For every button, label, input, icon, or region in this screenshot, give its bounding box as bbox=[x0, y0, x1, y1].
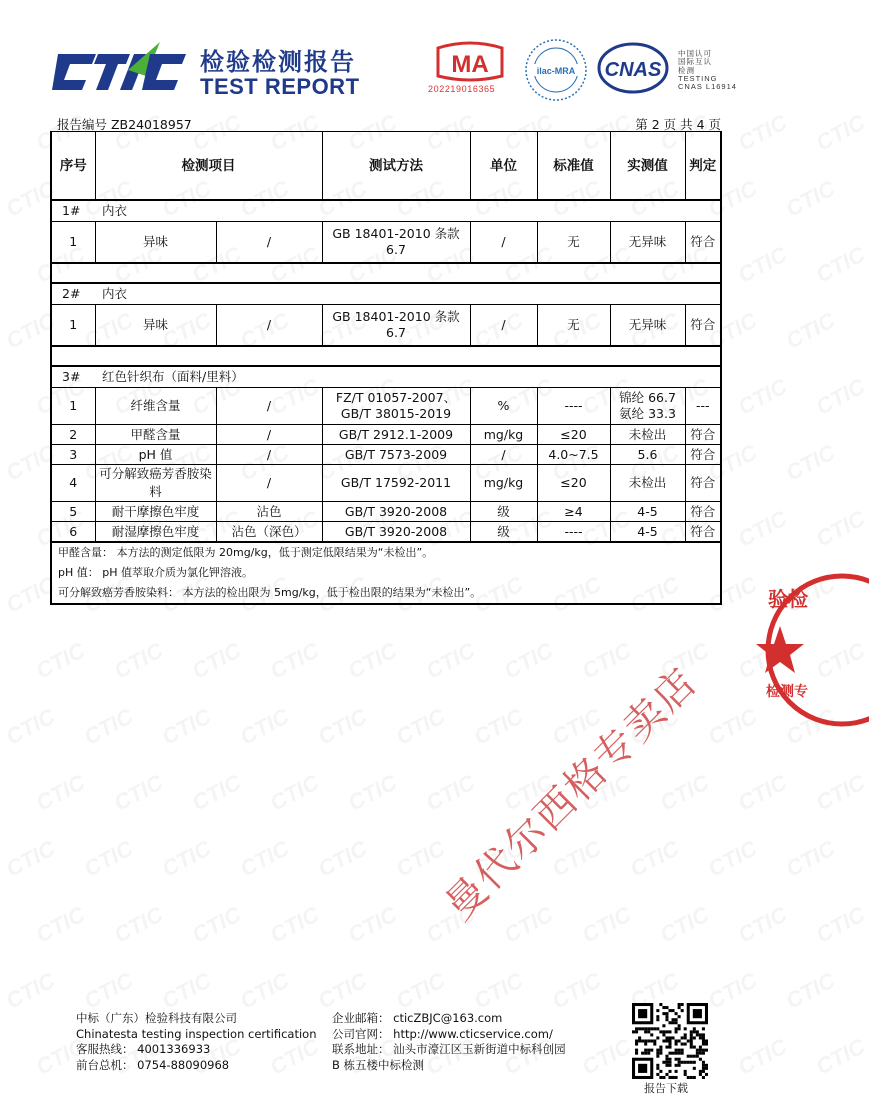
watermark-logo bbox=[655, 901, 713, 948]
note-row bbox=[51, 563, 721, 583]
cell-method: GB/T 2912.1-2009 bbox=[322, 425, 470, 445]
watermark-logo bbox=[577, 901, 635, 948]
cell-item: 耐干摩擦色牢度 bbox=[95, 502, 216, 522]
cell-standard: ≤20 bbox=[537, 465, 610, 502]
cell-sub-item: / bbox=[216, 465, 322, 502]
section-id: 1# bbox=[62, 203, 81, 218]
watermark-logo bbox=[469, 703, 527, 750]
watermark-logo bbox=[343, 769, 401, 816]
col-header-item: 检测项目 bbox=[95, 132, 322, 201]
ilac-mra-logo bbox=[524, 38, 588, 102]
cell-item: 异味 bbox=[95, 222, 216, 264]
watermark-logo bbox=[79, 835, 137, 882]
watermark-logo bbox=[781, 439, 839, 486]
watermark-logo bbox=[703, 703, 761, 750]
cell-verdict: 符合 bbox=[685, 425, 721, 445]
watermark-logo bbox=[625, 835, 683, 882]
cell-result: 未检出 bbox=[610, 465, 685, 502]
cell-verdict: --- bbox=[685, 388, 721, 425]
cell-sub-item: 沾色 bbox=[216, 502, 322, 522]
inspection-seal-partial bbox=[762, 570, 822, 730]
cell-standard: ---- bbox=[537, 388, 610, 425]
qr-caption: 报告下载 bbox=[644, 1082, 688, 1095]
watermark-logo bbox=[655, 769, 713, 816]
cell-no: 2 bbox=[51, 425, 95, 445]
footer-hotline: 客服热线： 4001336933 bbox=[76, 1042, 211, 1056]
cell-unit: / bbox=[470, 222, 537, 264]
cell-verdict: 符合 bbox=[685, 222, 721, 264]
watermark-logo bbox=[811, 373, 869, 420]
watermark-logo bbox=[733, 901, 791, 948]
watermark-logo bbox=[811, 241, 869, 288]
seal-text-top: 验检 bbox=[768, 587, 808, 611]
cell-method: GB/T 17592-2011 bbox=[322, 465, 470, 502]
cell-sub-item: 沾色（深色） bbox=[216, 522, 322, 543]
watermark-logo bbox=[265, 637, 323, 684]
table-header-row bbox=[51, 132, 721, 201]
note-row bbox=[51, 583, 721, 604]
cell-verdict: 符合 bbox=[685, 465, 721, 502]
cell-sub-item: / bbox=[216, 305, 322, 347]
watermark-logo bbox=[733, 109, 791, 156]
cell-no: 1 bbox=[51, 222, 95, 264]
watermark-logo bbox=[1, 967, 59, 1014]
watermark-logo bbox=[343, 637, 401, 684]
watermark-logo bbox=[157, 703, 215, 750]
results-table bbox=[50, 131, 722, 605]
report-title-en: TEST REPORT bbox=[200, 74, 360, 99]
ma-text: MA bbox=[451, 51, 489, 78]
cell-unit: mg/kg bbox=[470, 465, 537, 502]
watermark-logo bbox=[811, 769, 869, 816]
cell-sub-item: / bbox=[216, 445, 322, 465]
cell-result: 4-5 bbox=[610, 502, 685, 522]
section-name: 内衣 bbox=[102, 203, 128, 218]
watermark-logo bbox=[499, 901, 557, 948]
cell-method: FZ/T 01057-2007、 GB/T 38015-2019 bbox=[322, 388, 470, 425]
watermark-logo bbox=[391, 967, 449, 1014]
watermark-logo bbox=[733, 1033, 791, 1080]
watermark-logo bbox=[421, 769, 479, 816]
cell-unit: 级 bbox=[470, 502, 537, 522]
watermark-logo bbox=[547, 967, 605, 1014]
table-row bbox=[51, 465, 721, 502]
table-row bbox=[51, 445, 721, 465]
cell-item: 异味 bbox=[95, 305, 216, 347]
section-id: 2# bbox=[62, 286, 81, 301]
footer-website[interactable]: 公司官网： http://www.cticservice.com/ bbox=[332, 1026, 553, 1041]
footer-address-2: B 栋五楼中标检测 bbox=[332, 1057, 425, 1072]
watermark-logo bbox=[31, 769, 89, 816]
cell-item: pH 值 bbox=[95, 445, 216, 465]
watermark-logo bbox=[811, 505, 869, 552]
watermark-logo bbox=[157, 835, 215, 882]
ilac-text: ilac-MRA bbox=[536, 66, 576, 76]
cell-result: 未检出 bbox=[610, 425, 685, 445]
cell-sub-item: / bbox=[216, 388, 322, 425]
cell-result: 4-5 bbox=[610, 522, 685, 543]
section-id: 3# bbox=[62, 369, 81, 384]
cell-sub-item: / bbox=[216, 425, 322, 445]
cell-no: 1 bbox=[51, 388, 95, 425]
table-row bbox=[51, 222, 721, 264]
watermark-logo bbox=[109, 769, 167, 816]
watermark-logo bbox=[391, 835, 449, 882]
cell-no: 6 bbox=[51, 522, 95, 543]
cell-no: 4 bbox=[51, 465, 95, 502]
cell-result: 无异味 bbox=[610, 222, 685, 264]
cell-standard: 4.0~7.5 bbox=[537, 445, 610, 465]
watermark-logo bbox=[1, 835, 59, 882]
cell-verdict: 符合 bbox=[685, 305, 721, 347]
watermark-logo bbox=[31, 901, 89, 948]
watermark-logo bbox=[469, 967, 527, 1014]
watermark-logo bbox=[235, 967, 293, 1014]
section-header-row bbox=[51, 200, 721, 222]
watermark-logo bbox=[109, 901, 167, 948]
cell-result: 锦纶 66.7 氨纶 33.3 bbox=[610, 388, 685, 425]
section-header-row bbox=[51, 366, 721, 388]
cell-unit: / bbox=[470, 305, 537, 347]
col-header-unit: 单位 bbox=[470, 132, 537, 201]
watermark-logo bbox=[733, 373, 791, 420]
cell-result: 无异味 bbox=[610, 305, 685, 347]
section-header-row bbox=[51, 283, 721, 305]
watermark-logo bbox=[781, 175, 839, 222]
footer-company-name-en: Chinatesta testing inspection certification bbox=[76, 1026, 317, 1041]
watermark-logo bbox=[157, 967, 215, 1014]
col-header-no: 序号 bbox=[51, 132, 95, 201]
watermark-logo bbox=[265, 901, 323, 948]
table-row bbox=[51, 522, 721, 543]
watermark-logo bbox=[1, 703, 59, 750]
cell-verdict: 符合 bbox=[685, 502, 721, 522]
cell-standard: ---- bbox=[537, 522, 610, 543]
col-header-standard: 标准值 bbox=[537, 132, 610, 201]
cnas-text: CNAS bbox=[604, 59, 662, 81]
section-name: 红色针织布（面料/里料） bbox=[102, 369, 244, 384]
ctic-logo bbox=[50, 40, 190, 96]
col-header-method: 测试方法 bbox=[322, 132, 470, 201]
watermark-logo bbox=[313, 835, 371, 882]
watermark-logo bbox=[781, 307, 839, 354]
cell-method: GB/T 3920-2008 bbox=[322, 522, 470, 543]
section-gap-row bbox=[51, 346, 721, 366]
cell-verdict: 符合 bbox=[685, 522, 721, 543]
cnas-logo bbox=[596, 40, 670, 96]
watermark-logo bbox=[79, 967, 137, 1014]
cell-result: 5.6 bbox=[610, 445, 685, 465]
watermark-logo bbox=[31, 637, 89, 684]
report-download-qr-code[interactable] bbox=[632, 1003, 708, 1079]
cell-item: 纤维含量 bbox=[95, 388, 216, 425]
watermark-logo bbox=[703, 835, 761, 882]
report-title-cn: 检验检测报告 bbox=[200, 48, 356, 76]
cell-standard: ≤20 bbox=[537, 425, 610, 445]
col-header-verdict: 判定 bbox=[685, 132, 721, 201]
watermark-logo bbox=[811, 109, 869, 156]
cell-item: 甲醛含量 bbox=[95, 425, 216, 445]
cell-method: GB/T 3920-2008 bbox=[322, 502, 470, 522]
cell-unit: / bbox=[470, 445, 537, 465]
watermark-logo bbox=[577, 1033, 635, 1080]
cell-unit: 级 bbox=[470, 522, 537, 543]
note-text: 可分解致癌芳香胺染料： 本方法的检出限为 5mg/kg，低于检出限的结果为“未检出”。 bbox=[51, 583, 721, 604]
ma-number: 202219016365 bbox=[428, 84, 496, 94]
cnas-caption: 中国认可 国际互认 检测 TESTING CNAS L16914 bbox=[678, 49, 737, 92]
page-indicator: 第 2 页 共 4 页 bbox=[635, 117, 721, 132]
watermark-logo bbox=[811, 901, 869, 948]
watermark-logo bbox=[733, 769, 791, 816]
footer-contact-info bbox=[332, 1011, 566, 1073]
cell-unit: mg/kg bbox=[470, 425, 537, 445]
cell-no: 1 bbox=[51, 305, 95, 347]
watermark-logo bbox=[391, 703, 449, 750]
footer-company-info bbox=[76, 1011, 317, 1073]
watermark-logo bbox=[733, 241, 791, 288]
watermark-logo bbox=[811, 1033, 869, 1080]
cell-no: 3 bbox=[51, 445, 95, 465]
watermark-logo bbox=[703, 967, 761, 1014]
cell-standard: 无 bbox=[537, 222, 610, 264]
watermark-logo bbox=[265, 769, 323, 816]
watermark-logo bbox=[343, 901, 401, 948]
table-row bbox=[51, 502, 721, 522]
watermark-logo bbox=[313, 967, 371, 1014]
watermark-logo bbox=[187, 901, 245, 948]
footer-company-name: 中标（广东）检验科技有限公司 bbox=[76, 1011, 237, 1025]
table-row bbox=[51, 305, 721, 347]
watermark-logo bbox=[421, 637, 479, 684]
table-row bbox=[51, 425, 721, 445]
cell-sub-item: / bbox=[216, 222, 322, 264]
cell-method: GB 18401-2010 条款 6.7 bbox=[322, 305, 470, 347]
watermark-logo bbox=[577, 637, 635, 684]
watermark-logo bbox=[781, 967, 839, 1014]
footer-switchboard: 前台总机： 0754-88090968 bbox=[76, 1057, 230, 1072]
col-header-result: 实测值 bbox=[610, 132, 685, 201]
footer-address: 联系地址： 汕头市濠江区玉新街道中标科创园 bbox=[332, 1042, 566, 1056]
watermark-logo bbox=[187, 637, 245, 684]
cell-no: 5 bbox=[51, 502, 95, 522]
watermark-logo bbox=[733, 505, 791, 552]
watermark-logo bbox=[313, 703, 371, 750]
section-gap-row bbox=[51, 263, 721, 283]
watermark-logo bbox=[79, 703, 137, 750]
watermark-logo bbox=[109, 637, 167, 684]
watermark-logo bbox=[235, 703, 293, 750]
footer-email: 企业邮箱： cticZBJC@163.com bbox=[332, 1011, 503, 1025]
watermark-logo bbox=[781, 835, 839, 882]
note-text: 甲醛含量： 本方法的测定低限为 20mg/kg，低于测定低限结果为“未检出”。 bbox=[51, 542, 721, 563]
cell-item: 可分解致癌芳香胺染料 bbox=[95, 465, 216, 502]
cell-method: GB/T 7573-2009 bbox=[322, 445, 470, 465]
section-name: 内衣 bbox=[102, 286, 128, 301]
watermark-logo bbox=[187, 769, 245, 816]
note-text: pH 值： pH 值萃取介质为氯化钾溶液。 bbox=[51, 563, 721, 583]
cell-item: 耐湿摩擦色牢度 bbox=[95, 522, 216, 543]
watermark-logo bbox=[235, 835, 293, 882]
cell-standard: 无 bbox=[537, 305, 610, 347]
cell-standard: ≥4 bbox=[537, 502, 610, 522]
table-row bbox=[51, 388, 721, 425]
note-row bbox=[51, 542, 721, 563]
cell-verdict: 符合 bbox=[685, 445, 721, 465]
report-number: 报告编号 ZB24018957 bbox=[57, 117, 192, 132]
seal-text-bottom: 检测专 bbox=[766, 684, 808, 700]
cell-unit: % bbox=[470, 388, 537, 425]
watermark-logo bbox=[499, 637, 557, 684]
diagonal-seal-text: 曼代尔西格专卖店 bbox=[436, 658, 707, 929]
cell-method: GB 18401-2010 条款 6.7 bbox=[322, 222, 470, 264]
